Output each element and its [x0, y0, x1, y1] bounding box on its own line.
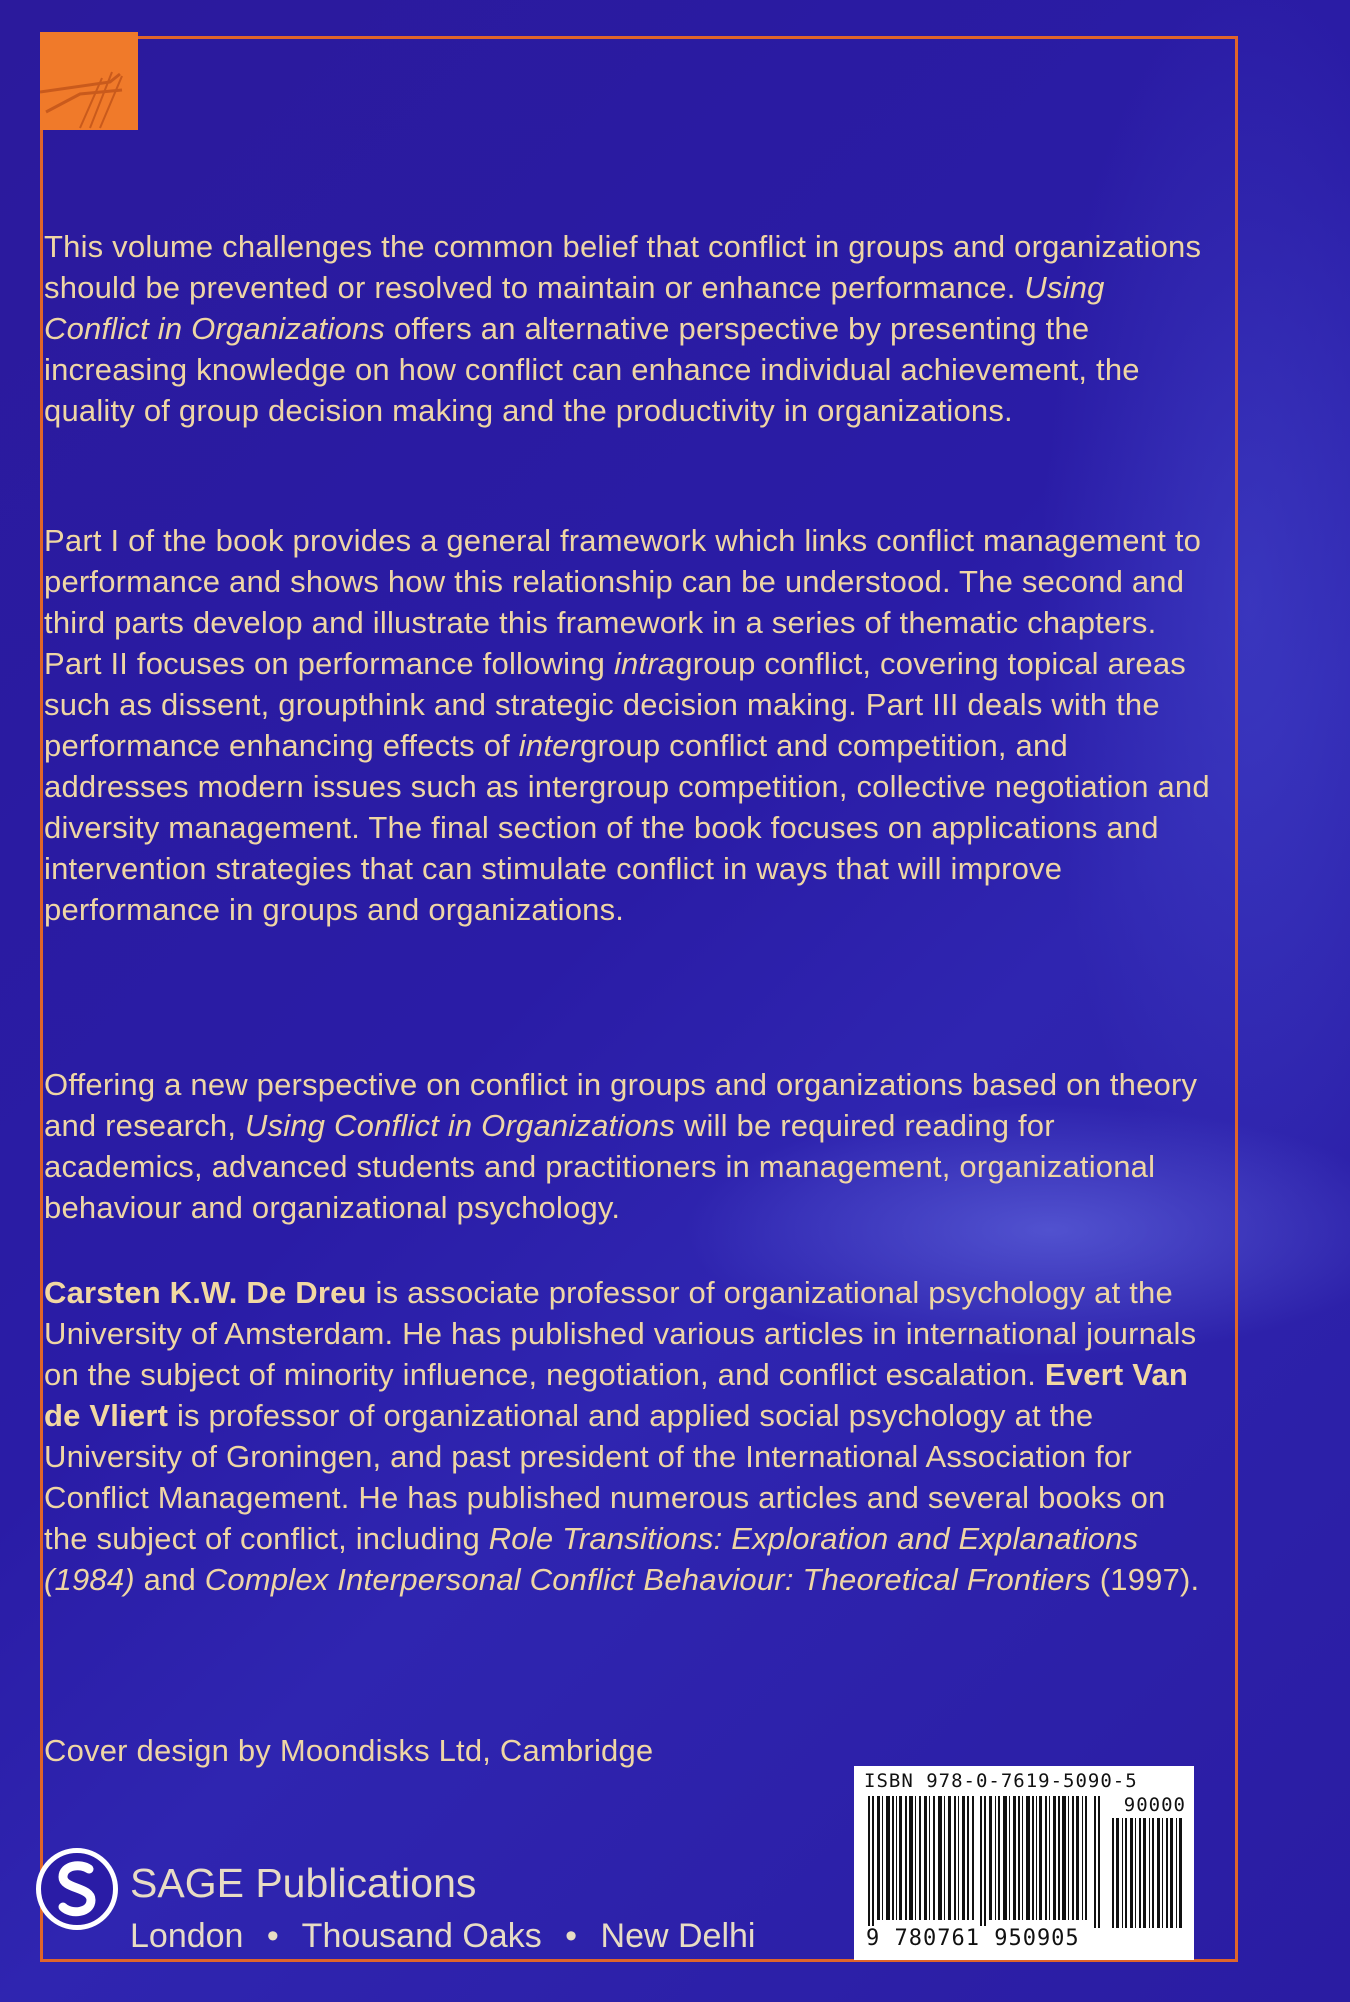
para2-text-c: group conflict and competition, and addresses modern issues such as intergroup competition, collective negotiation and diversity management. The final section of the book focuses on applications and intervention strategies that can stimulate conflict in ways that will improve performance in groups and organizations. — [44, 728, 1210, 927]
and-text: and — [134, 1562, 205, 1597]
para3-text-b: will be required reading for academics, advanced students and practitioners in management, organizational behaviour and organizational psychology. — [44, 1108, 1156, 1225]
price-code-text: 90000 — [1123, 1794, 1186, 1816]
book2-year: (1997). — [1090, 1562, 1200, 1597]
author2-name: Evert Van de Vliert — [44, 1357, 1189, 1433]
sage-s-logo-icon — [36, 1848, 118, 1930]
book2-title: Complex Interpersonal Conflict Behaviour: Theoretical Frontiers — [204, 1562, 1091, 1597]
isbn-text: ISBN 978-0-7619-5090-5 — [864, 1770, 1138, 1792]
publisher-name: SAGE Publications — [130, 1860, 477, 1906]
description-paragraph-2 — [44, 520, 1214, 930]
price-addon-bars — [1112, 1818, 1186, 1928]
cover-design-credit — [44, 1730, 1214, 1771]
intra-italic: intra — [613, 646, 676, 681]
para1-text-a: This volume challenges the common belief that conflict in groups and organizations should be prevented or resolved to maintain or enhance performance. — [44, 229, 1202, 305]
para3-text-a: Offering a new perspective on conflict in groups and organizations based on theory and research, — [44, 1067, 1198, 1143]
book1-title: Role Transitions: Exploration and Explanations (1984) — [44, 1521, 1139, 1597]
publisher-locations — [130, 1916, 755, 1956]
para2-text-b: group conflict, covering topical areas such as dissent, groupthink and strategic decision making. Part III deals with the performance enhancing effects of — [44, 646, 1187, 763]
credit-text: Cover design by Moondisks Ltd, Cambridge — [44, 1733, 654, 1768]
para1-text-b: offers an alternative perspective by presenting the increasing knowledge on how conflict can enhance individual achievement, the quality of group decision making and the productivity in organizations. — [44, 311, 1140, 428]
description-paragraph-1 — [44, 226, 1214, 431]
separator-dot: • — [266, 1917, 279, 1955]
book-title-italic: Using Conflict in Organizations — [44, 270, 1105, 346]
author2-bio: is professor of organizational and applied social psychology at the University of Groningen, and past president of the International Association for Conflict Management. He has published numerous articles and several books on the subject of conflict, including — [44, 1398, 1166, 1556]
isbn-barcode — [854, 1766, 1194, 1960]
book-title-italic-2: Using Conflict in Organizations — [244, 1108, 676, 1143]
para2-text-a: Part I of the book provides a general framework which links conflict management to performance and shows how this relationship can be understood. The second and third parts develop and illustrate this framework in a series of thematic chapters. Part II focuses on performance following — [44, 523, 1202, 681]
description-paragraph-3 — [44, 1064, 1214, 1228]
ean-digits-text: 9 780761 950905 — [866, 1926, 1080, 1951]
separator-dot: • — [565, 1917, 578, 1955]
author-biographies — [44, 1272, 1214, 1600]
city-new-delhi: New Delhi — [600, 1917, 756, 1955]
city-thousand-oaks: Thousand Oaks — [301, 1917, 542, 1955]
inter-italic: inter — [518, 728, 581, 763]
author1-name: Carsten K.W. De Dreu — [44, 1275, 367, 1310]
ean-bars — [868, 1796, 1104, 1928]
author1-bio: is associate professor of organizational psychology at the University of Amsterdam. He has published various articles in international journals on the subject of minority influence, negotiation, and conflict escalation. — [44, 1275, 1197, 1392]
city-london: London — [130, 1917, 244, 1955]
corner-mark-icon — [40, 32, 138, 130]
